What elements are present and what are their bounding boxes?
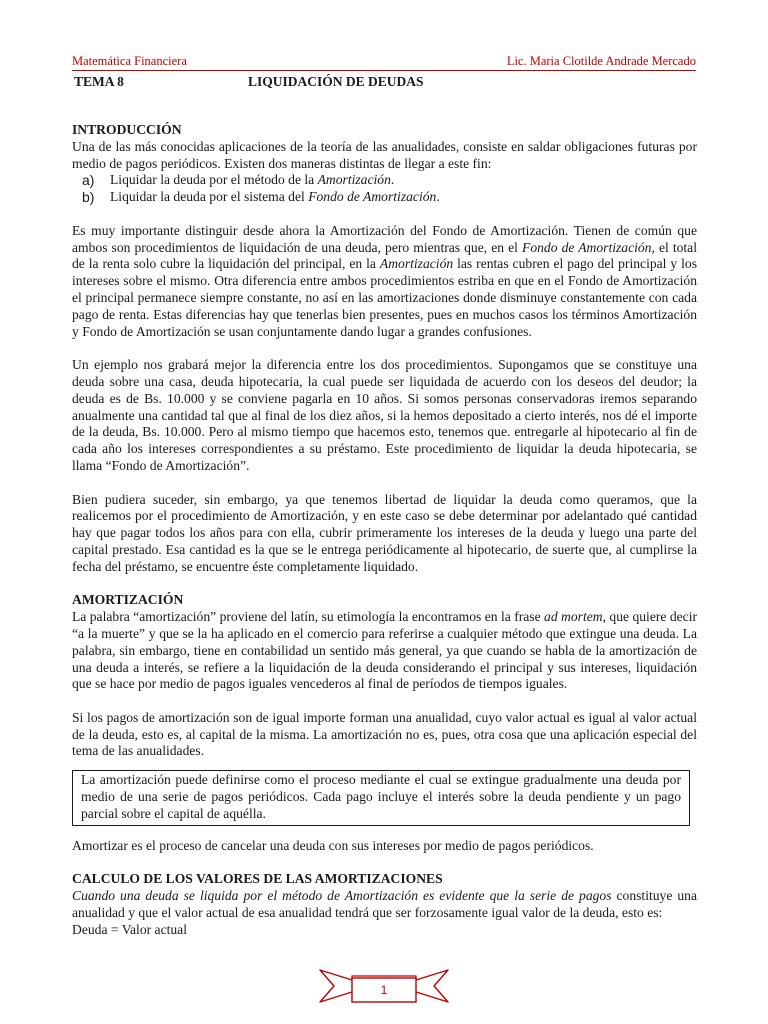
paragraph: Bien pudiera suceder, sin embargo, ya que tenemos libertad de liquidar la deuda como queramos, que la realicemos por el procedimiento de Amortización, y en este caso se debe determinar por adelantado qué cantidad hay que pagar todos los años para con ella, cubrir primeramente los intereses de la deuda y luego una parte del capital prestado. Esa cantidad es la que se le entrega periódicamente al hipotecario, de suerte que, al cumplirse la fecha del préstamo, se encuentre éste completamente liquidado. [72,491,697,574]
list-text-emphasis: Fondo de Amortización [308,189,437,205]
paragraph: Cuando una deuda se liquida por el método de Amortización es evidente que la serie de pagos constituye una anualidad y que el valor actual de esa anualidad tendrá que ser forzosamente igual valor de la deuda, esto es: [72,888,697,920]
document-body [72,122,697,938]
paragraph: La palabra “amortización” proviene del latín, su etimología la encontramos en la frase ad mortem, que quiere decir “a la muerte” y que se la ha aplicado en el comercio para referirse a cualquier método que extingue una deuda. La palabra, sin embargo, tiene en contabilidad un sentido más general, ya que cuando se habla de la amortización de una deuda a interés, se refiere a la liquidación de la deuda considerando el principal y sus intereses, liquidación que se hace por medio de pagos iguales vencederos al final de períodos de tiempos iguales. [72,609,697,692]
header-rule [72,70,696,71]
list-item [82,189,697,206]
paragraph: Si los pagos de amortización son de igual importe forman una anualidad, cuyo valor actual es igual al valor actual de la deuda, esto es, al capital de la misma. La amortización no es, pues, otra cosa que una aplicación especial del tema de las anualidades. [72,709,697,759]
page-number: 1 [380,983,388,997]
section-heading-calculo: CALCULO DE LOS VALORES DE LAS AMORTIZACIONES [72,871,443,887]
paragraph: Es muy importante distinguir desde ahora la Amortización del Fondo de Amortización. Tienen de común que ambos son procedimientos de liquidación de una deuda, pero mientras que, en el Fondo de Amortización, el total de la renta solo cubre la liquidación del principal, en la Amortización las rentas cubren el pago del principal y los intereses sobre el mismo. Otra diferencia entre ambos procedimientos estriba en que en el Fondo de Amortización el principal permanece siempre constante, no así en las amortizaciones donde disminuye constantemente con cada pago de renta. Estas diferencias hay que tenerlas bien presentes, pues en muchos casos los términos Amortización y Fondo de Amortización se usan conjuntamente dando lugar a grandes confusiones. [72,222,697,339]
list-marker: a) [82,172,95,189]
list-text: Liquidar la deuda por el sistema del [110,189,309,205]
definition-box: La amortización puede definirse como el proceso mediante el cual se extingue gradualmente una deuda por medio de una serie de pagos periódicos. Cada pago incluye el interés sobre la deuda pendiente y un pago parcial sobre el capital de aquélla. [72,770,690,825]
section-heading-introduccion: INTRODUCCIÓN [72,122,182,137]
header-author: Lic. Maria Clotilde Andrade Mercado [506,54,696,68]
header-course: Matemática Financiera [72,54,187,68]
topic-title: LIQUIDACIÓN DE DEUDAS [248,74,424,89]
list-item [82,172,697,189]
list-marker: b) [82,189,95,206]
paragraph: Un ejemplo nos grabará mejor la diferencia entre los dos procedimientos. Supongamos que se constituye una deuda sobre una casa, deuda hipotecaria, la cual puede ser liquidada de acuerdo con los deseos del deudor; la deuda es de Bs. 10.000 y se conviene pagarla en 10 años. Si somos personas conservadoras iremos separando anualmente una cantidad tal que al final de los diez años, si la hemos depositado a cierto interés, nos dé el importe de la deuda, Bs. 10.000. Pero al mismo tiempo que hacemos esto, tenemos que. entregarle al hipotecario al fin de cada año los intereses correspondientes a su préstamo. Este procedimiento de liquidar la deuda hipotecaria, se llama “Fondo de Amortización”. [72,357,697,473]
paragraph: Una de las más conocidas aplicaciones de la teoría de las anualidades, consiste en saldar obligaciones futuras por medio de pagos periódicos. Existen dos maneras distintas de llegar a este fin: [72,138,697,171]
list-text: Liquidar la deuda por el método de la [110,172,318,188]
list-text-emphasis: Amortización [317,172,391,188]
topic-number: TEMA 8 [74,74,124,89]
list-text-tail: . [436,189,440,205]
paragraph: Amortizar es el proceso de cancelar una deuda con sus intereses por medio de pagos periódicos. [72,837,594,853]
section-heading-amortizacion: AMORTIZACIÓN [72,592,184,608]
method-list [72,172,697,206]
formula: Deuda = Valor actual [72,921,187,937]
list-text-tail: . [390,172,395,188]
